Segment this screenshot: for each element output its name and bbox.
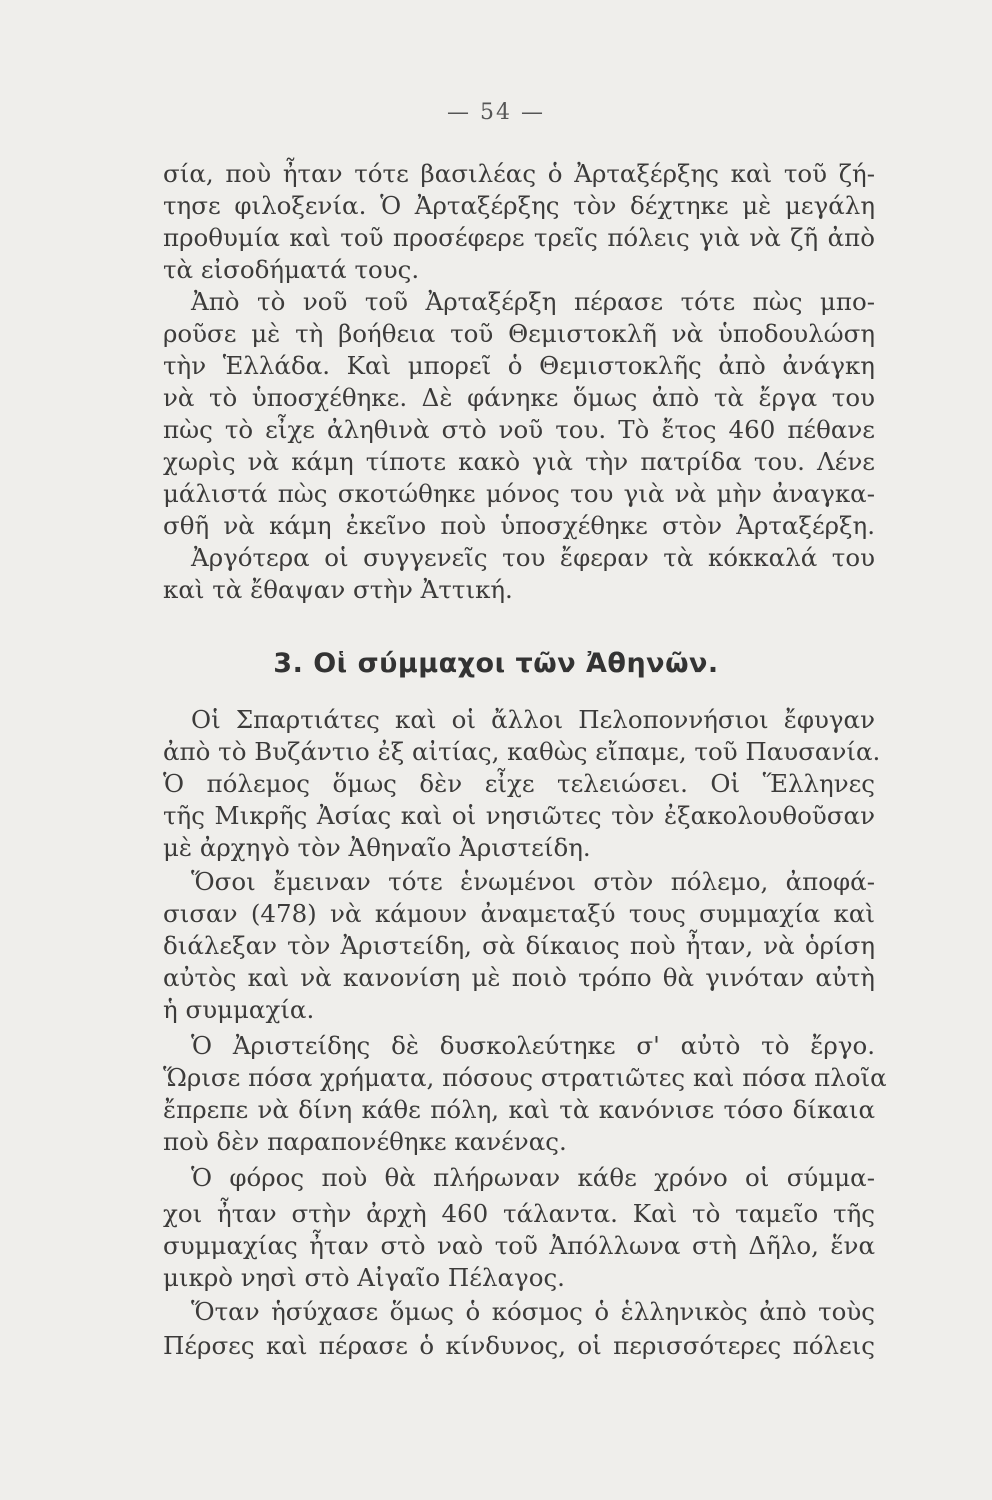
- text-line: Πέρσες καὶ πέρασε ὁ κίνδυνος, οἱ περισσότερες πόλεις: [163, 1331, 875, 1360]
- text-line: συμμαχίας ἦταν στὸ ναὸ τοῦ Ἀπόλλωνα στὴ Δῆλο, ἕνα: [163, 1231, 875, 1260]
- text-line: προθυμία καὶ τοῦ προσέφερε τρεῖς πόλεις γιὰ νὰ ζῆ ἀπὸ: [163, 223, 875, 252]
- text-line: σισαν (478) νὰ κάμουν ἀναμεταξύ τους συμμαχία καὶ: [163, 899, 875, 928]
- text-line: χοι ἦταν στὴν ἀρχὴ 460 τάλαντα. Καὶ τὸ ταμεῖο τῆς: [163, 1199, 875, 1228]
- text-line: Ὥρισε πόσα χρήματα, πόσους στρατιῶτες καὶ πόσα πλοῖα: [163, 1063, 887, 1092]
- text-line: ποὺ δὲν παραπονέθηκε κανένας.: [163, 1127, 567, 1156]
- text-line: τὴν Ἑλλάδα. Καὶ μπορεῖ ὁ Θεμιστοκλῆς ἀπὸ ἀνάγκη: [163, 351, 875, 380]
- text-line: ροῦσε μὲ τὴ βοήθεια τοῦ Θεμιστοκλῆ νὰ ὑποδουλώση: [163, 319, 875, 348]
- text-line: νὰ τὸ ὑποσχέθηκε. Δὲ φάνηκε ὅμως ἀπὸ τὰ ἔργα του: [163, 383, 875, 412]
- text-line: Ὁ πόλεμος ὅμως δὲν εἶχε τελειώσει. Οἱ Ἕλληνες: [163, 769, 875, 798]
- text-line: πὼς τὸ εἶχε ἀληθινὰ στὸ νοῦ του. Τὸ ἔτος 460 πέθανε: [163, 415, 875, 444]
- text-line: Ὁ φόρος ποὺ θὰ πλήρωναν κάθε χρόνο οἱ σύμμα-: [191, 1163, 875, 1192]
- text-line: Ὁ Ἀριστείδης δὲ δυσκολεύτηκε σ' αὐτὸ τὸ ἔργο.: [191, 1031, 875, 1060]
- text-line: τῆς Μικρῆς Ἀσίας καὶ οἱ νησιῶτες τὸν ἐξακολουθοῦσαν: [163, 801, 875, 830]
- text-line: καὶ τὰ ἔθαψαν στὴν Ἀττική.: [163, 575, 513, 604]
- text-line: σία, ποὺ ἦταν τότε βασιλέας ὁ Ἀρταξέρξης καὶ τοῦ ζή-: [163, 159, 875, 188]
- text-line: μικρὸ νησὶ στὸ Αἰγαῖο Πέλαγος.: [163, 1263, 565, 1292]
- text-line: ἡ συμμαχία.: [163, 995, 315, 1024]
- text-line: Ἀπὸ τὸ νοῦ τοῦ Ἀρταξέρξη πέρασε τότε πὼς μπο-: [191, 287, 875, 316]
- text-line: σθῆ νὰ κάμη ἐκεῖνο ποὺ ὑποσχέθηκε στὸν Ἀρταξέρξη.: [163, 511, 875, 540]
- text-line: αὐτὸς καὶ νὰ κανονίση μὲ ποιὸ τρόπο θὰ γινόταν αὐτὴ: [163, 963, 875, 992]
- text-line: μὲ ἀρχηγὸ τὸν Ἀθηναῖο Ἀριστείδη.: [163, 833, 591, 862]
- text-line: Ὅταν ἡσύχασε ὅμως ὁ κόσμος ὁ ἑλληνικὸς ἀπὸ τοὺς: [191, 1297, 875, 1326]
- text-line: Οἱ Σπαρτιάτες καὶ οἱ ἄλλοι Πελοποννήσιοι ἔφυγαν: [191, 705, 875, 734]
- text-line: Ἀργότερα οἱ συγγενεῖς του ἔφεραν τὰ κόκκαλά του: [191, 543, 875, 572]
- page-number: — 54 —: [447, 100, 545, 125]
- text-line: μάλιστά πὼς σκοτώθηκε μόνος του γιὰ νὰ μὴν ἀναγκα-: [163, 479, 875, 508]
- text-line: Ὅσοι ἔμειναν τότε ἑνωμένοι στὸν πόλεμο, ἀποφά-: [191, 867, 875, 896]
- text-line: ἀπὸ τὸ Βυζάντιο ἐξ αἰτίας, καθὼς εἴπαμε, τοῦ Παυσανία.: [163, 737, 881, 766]
- text-line: χωρὶς νὰ κάμη τίποτε κακὸ γιὰ τὴν πατρίδα του. Λένε: [163, 447, 875, 476]
- section-heading: 3. Οἱ σύμμαχοι τῶν Ἀθηνῶν.: [273, 648, 719, 679]
- text-line: τησε φιλοξενία. Ὁ Ἀρταξέρξης τὸν δέχτηκε μὲ μεγάλη: [163, 191, 875, 220]
- text-line: ἔπρεπε νὰ δίνη κάθε πόλη, καὶ τὰ κανόνισε τόσο δίκαια: [163, 1095, 875, 1124]
- text-line: διάλεξαν τὸν Ἀριστείδη, σὰ δίκαιος ποὺ ἦταν, νὰ ὁρίση: [163, 931, 875, 960]
- text-line: τὰ εἰσοδήματά τους.: [163, 255, 420, 284]
